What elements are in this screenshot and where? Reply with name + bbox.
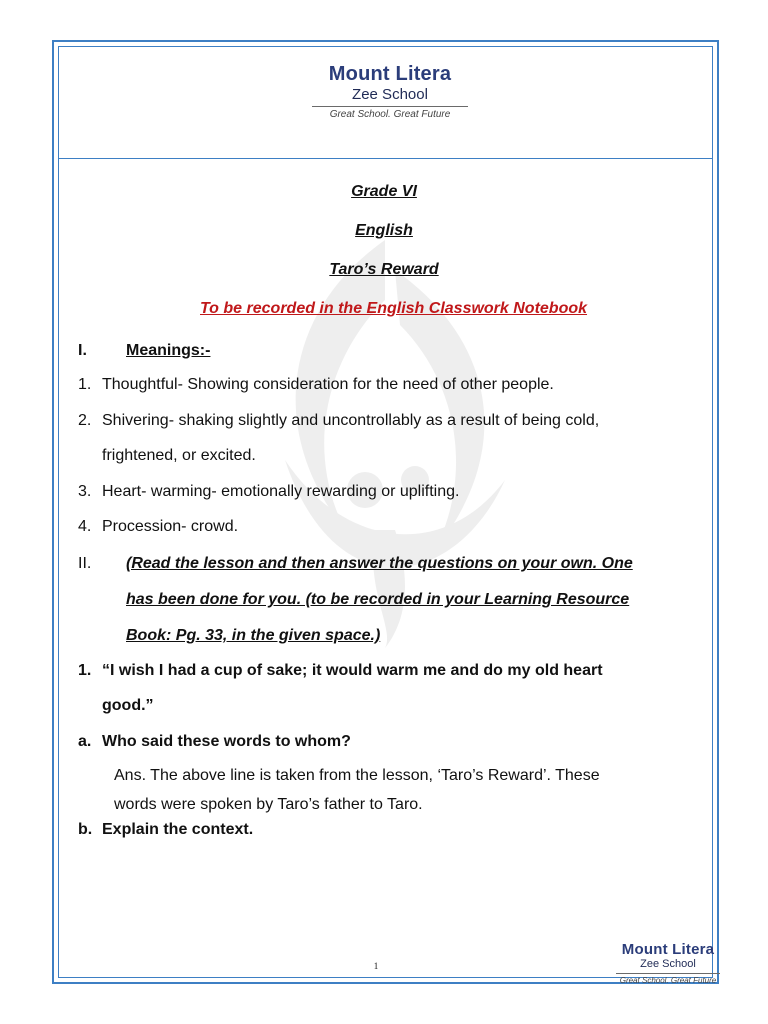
meaning-number-2: 2. (78, 412, 92, 429)
school-logo (312, 62, 468, 121)
footer-logo (616, 941, 720, 986)
footer-logo-tagline: Great School. Great Future (619, 976, 717, 985)
lesson-title: Taro’s Reward (329, 261, 439, 278)
footer-logo-rule (616, 973, 720, 974)
section2-instruction-line-1: (Read the lesson and then answer the questions on your own. One (126, 555, 633, 572)
logo-rule (312, 106, 468, 107)
logo-subname: Zee School (352, 86, 428, 103)
meaning-text-4: Procession- crowd. (102, 518, 239, 535)
question-1-quote-line-1: “I wish I had a cup of sake; it would warm me and do my old heart (102, 662, 603, 679)
meaning-text-1: Thoughtful- Showing consideration for the need of other people. (102, 376, 554, 393)
subquestion-b-text: Explain the context. (102, 821, 254, 838)
answer-a-line-1: Ans. The above line is taken from the lesson, ‘Taro’s Reward’. These (114, 767, 600, 784)
logo-tagline: Great School. Great Future (329, 109, 451, 120)
subquestion-a-label: a. (78, 733, 92, 750)
section2-instruction-line-2: has been done for you. (to be recorded in your Learning Resource (126, 591, 630, 608)
meaning-text-2: Shivering- shaking slightly and uncontrollably as a result of being cold, (102, 412, 600, 429)
page-number: 1 (373, 961, 379, 971)
meaning-text-3: Heart- warming- emotionally rewarding or uplifting. (102, 483, 460, 500)
watermark-emblem (225, 230, 545, 650)
header-divider (58, 158, 713, 159)
meaning-number-1: 1. (78, 376, 92, 393)
question-1-quote-line-2: good.” (102, 697, 154, 714)
meaning-text-2-continued: frightened, or excited. (102, 447, 256, 464)
notebook-instruction: To be recorded in the English Classwork Notebook (200, 300, 588, 317)
answer-a-line-2: words were spoken by Taro’s father to Taro. (114, 796, 423, 813)
question-1-number: 1. (78, 662, 92, 679)
subquestion-a-text: Who said these words to whom? (102, 733, 351, 750)
subquestion-b-label: b. (78, 821, 93, 838)
meaning-number-4: 4. (78, 518, 92, 535)
section2-instruction-line-3: Book: Pg. 33, in the given space.) (126, 627, 381, 644)
subject-title: English (355, 222, 413, 239)
section1-heading: Meanings:- (126, 342, 211, 359)
footer-logo-subname: Zee School (640, 958, 696, 970)
logo-name: Mount Litera (328, 63, 452, 85)
grade-title: Grade VI (351, 183, 417, 200)
footer-logo-name: Mount Litera (621, 941, 715, 958)
section2-numeral: II. (78, 555, 92, 572)
meaning-number-3: 3. (78, 483, 92, 500)
section1-numeral: I. (78, 342, 87, 359)
